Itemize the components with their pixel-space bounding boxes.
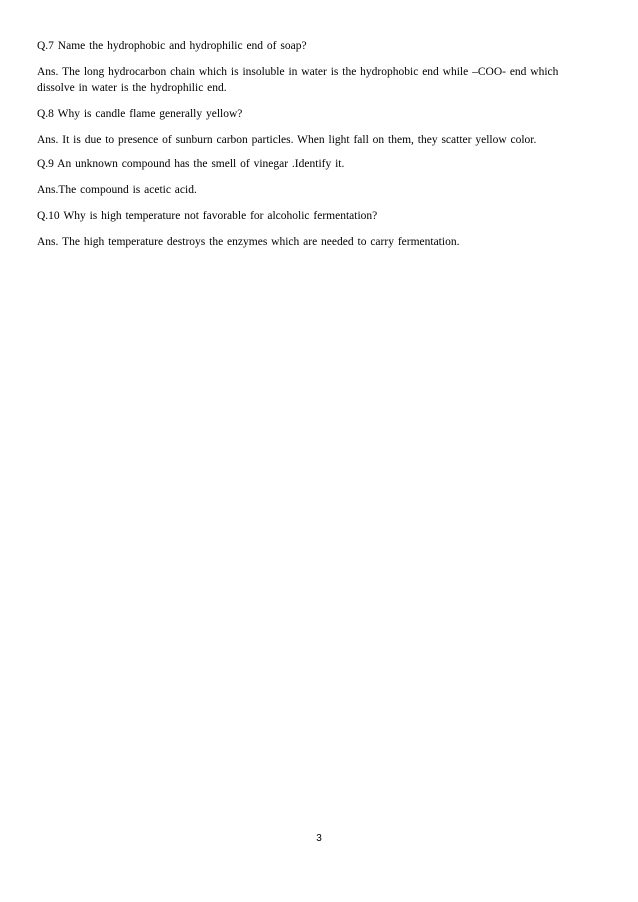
answer-7: Ans. The long hydrocarbon chain which is insoluble in water is the hydrophobic end while –COO- end which dissolve in water is the hydrophilic end. xyxy=(37,66,559,94)
question-8: Q.8 Why is candle flame generally yellow? xyxy=(37,108,243,120)
answer-8: Ans. It is due to presence of sunburn carbon particles. When light fall on them, they scatter yellow color. xyxy=(37,134,537,146)
page-number: 3 xyxy=(316,833,322,844)
question-9: Q.9 An unknown compound has the smell of vinegar .Identify it. xyxy=(37,158,345,170)
question-7: Q.7 Name the hydrophobic and hydrophilic end of soap? xyxy=(37,40,307,52)
question-10: Q.10 Why is high temperature not favorable for alcoholic fermentation? xyxy=(37,210,378,222)
answer-10: Ans. The high temperature destroys the enzymes which are needed to carry fermentation. xyxy=(37,236,460,248)
page-content xyxy=(37,38,597,260)
answer-9: Ans.The compound is acetic acid. xyxy=(37,184,197,196)
